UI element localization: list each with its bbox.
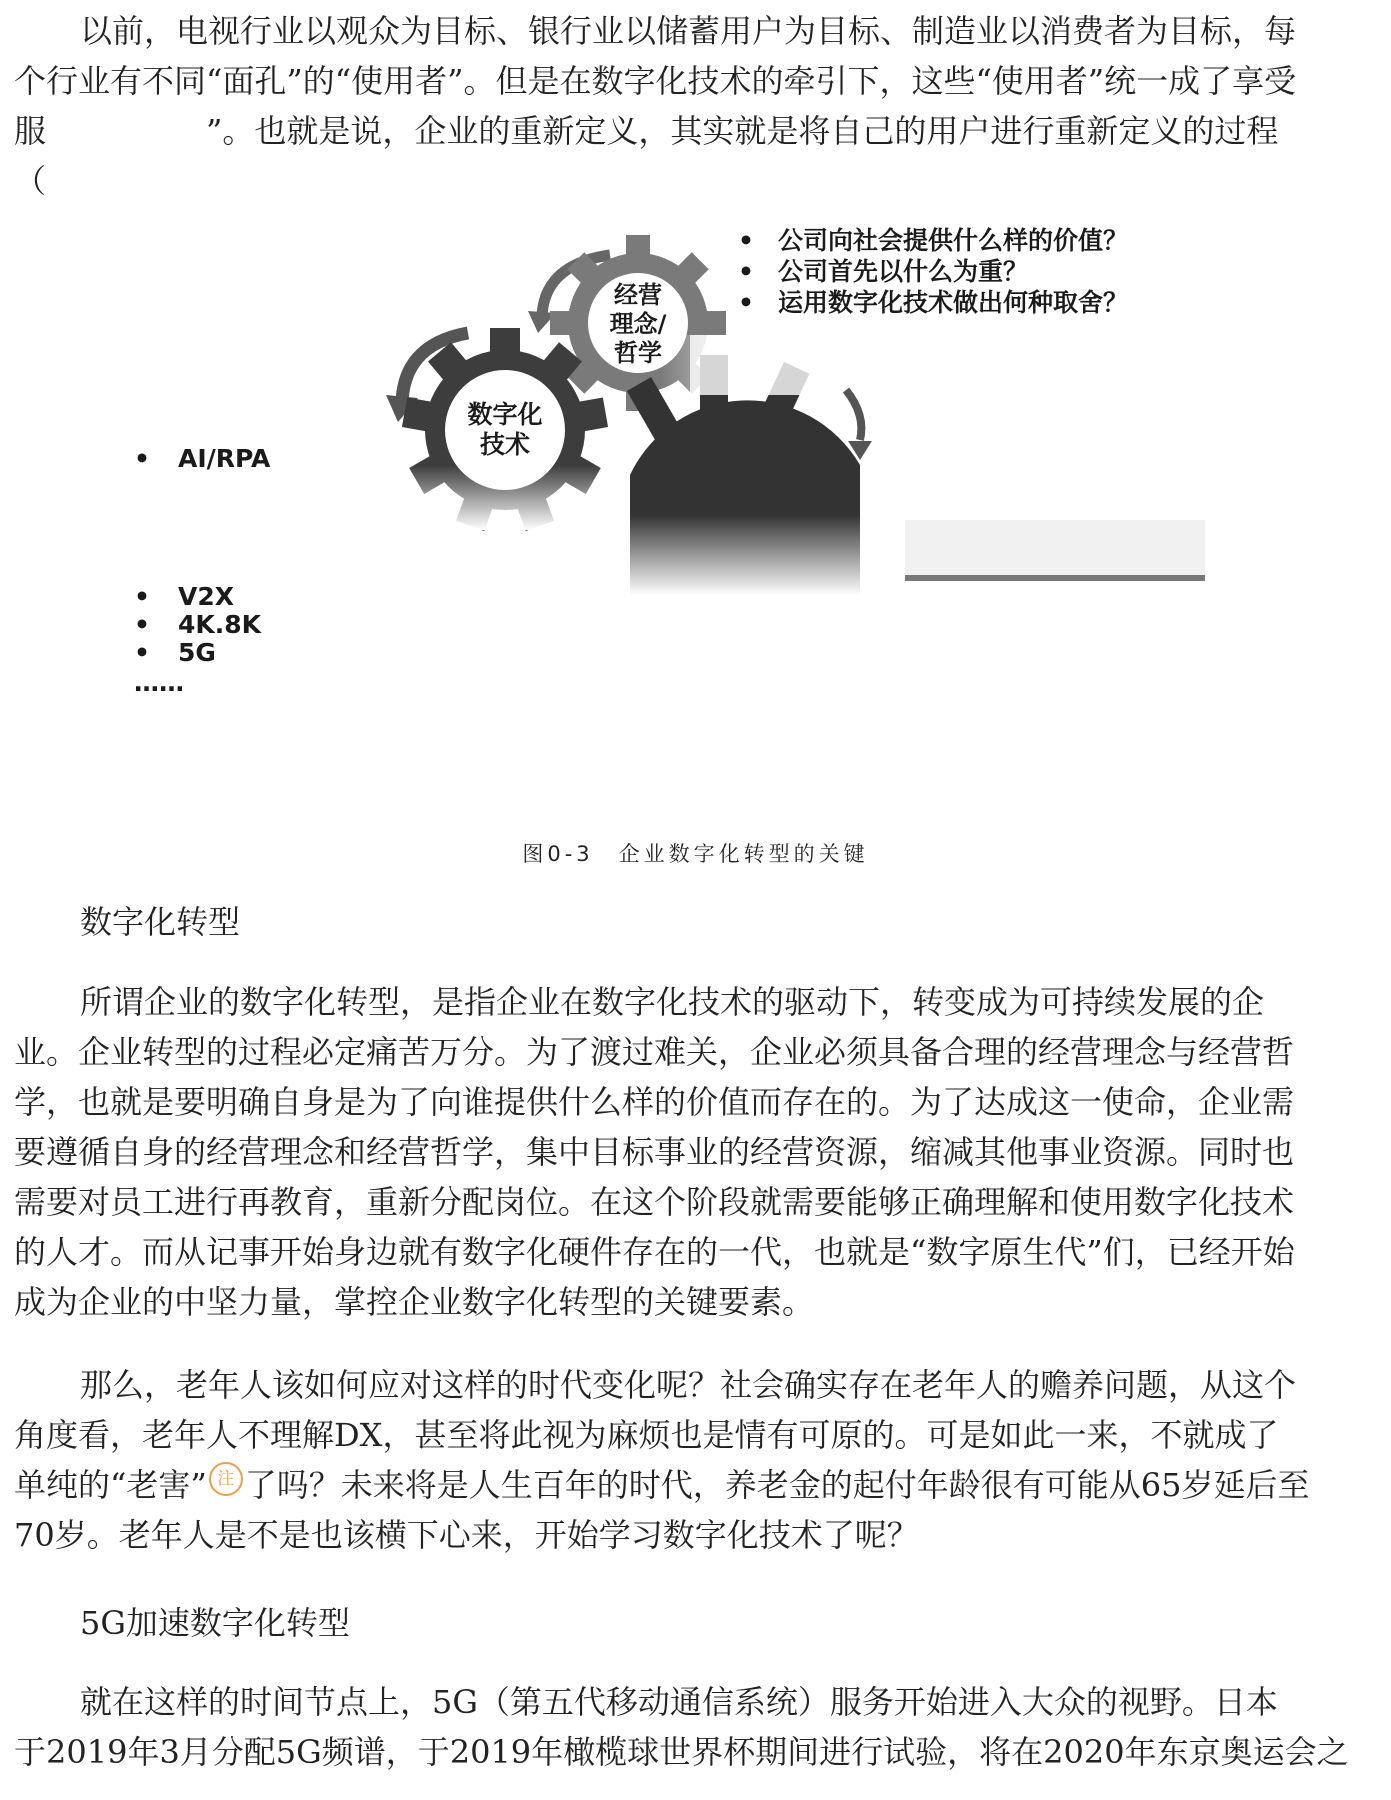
left-bullet-list [134, 444, 271, 697]
left-ellipsis: …… [134, 668, 184, 697]
s1p2-line-4: 70岁。老年人是不是也该横下心来，开始学习数字化技术了呢？ [14, 1516, 919, 1554]
s2-line-1: 就在这样的时间节点上，5G（第五代移动通信系统）服务开始进入大众的视野。日本 [80, 1683, 1278, 1721]
section2-paragraph [14, 1677, 1376, 1777]
mid-gear-label-1: 数字化 [467, 400, 543, 429]
top-bullet-3: 运用数字化技术做出何种取舍？ [778, 288, 1129, 317]
s1p1-line-4: 要遵循自身的经营理念和经营哲学，集中目标事业的经营资源，缩减其他事业资源。同时也 [14, 1133, 1295, 1171]
top-bullet-3-marker: • [738, 288, 754, 317]
left-bullet-v2x-marker: • [134, 582, 150, 611]
s1p2-line-3-start: 单纯的“老害” [14, 1466, 207, 1504]
small-gear-label [610, 281, 667, 367]
small-gear-label-3: 哲学 [614, 339, 662, 367]
left-bullet-4k: 4K.8K [178, 610, 262, 639]
intro-line-2: 个行业有不同“面孔”的“使用者”。但是在数字化技术的牵引下，这些“使用者”统一成了享受 [14, 62, 1297, 100]
section1-paragraph-1 [14, 977, 1376, 1327]
s1p1-line-3: 学，也就是要明确自身是为了向谁提供什么样的价值而存在的。为了达成这一使命，企业需 [14, 1083, 1295, 1121]
arrow-large-gear-icon [846, 390, 872, 460]
section1-paragraph-2 [14, 1360, 1376, 1560]
left-bullet-ai-marker: • [134, 444, 150, 473]
s1p2-line-2: 角度看，老年人不理解DX，甚至将此视为麻烦也是情有可原的。可是如此一来，不就成了 [14, 1416, 1279, 1454]
small-gear-label-2: 理念/ [609, 310, 667, 338]
mid-gear-label-2: 技术 [479, 430, 531, 459]
top-bullet-1: 公司向社会提供什么样的价值？ [778, 226, 1129, 255]
top-bullet-1-marker: • [738, 226, 754, 255]
figure-caption: 图0-3 企业数字化转型的关键 [522, 842, 869, 866]
figure-digital-transformation [0, 215, 1391, 815]
left-bullet-4k-marker: • [134, 610, 150, 639]
intro-line-3 [14, 106, 1376, 156]
intro-line-1: 以前，电视行业以观众为目标、银行业以储蓄用户为目标、制造业以消费者为目标，每 [80, 12, 1297, 50]
left-bullet-5g-marker: • [134, 638, 150, 667]
intro-line-3-end: ”。也就是说，企业的重新定义，其实就是将自己的用户进行重新定义的过程 [206, 112, 1279, 150]
s1p1-line-6: 的人才。而从记事开始身边就有数字化硬件存在的一代，也就是“数字原生代”们，已经开始 [14, 1233, 1295, 1271]
s2-line-2: 于2019年3月分配5G频谱，于2019年橄榄球世界杯期间进行试验，将在2020年东京奥运会之 [14, 1733, 1349, 1771]
left-bullet-ai: AI/RPA [178, 444, 271, 473]
s1p2-line-3 [14, 1460, 1376, 1510]
left-bullet-v2x: V2X [178, 582, 235, 611]
top-bullet-2-marker: • [738, 257, 754, 286]
top-bullet-2: 公司首先以什么为重？ [778, 257, 1029, 286]
left-bullet-5g: 5G [178, 638, 216, 667]
s1p1-line-1: 所谓企业的数字化转型，是指企业在数字化技术的驱动下，转变成为可持续发展的企 [80, 983, 1265, 1021]
s1p2-line-1: 那么，老年人该如何应对这样的时代变化呢？社会确实存在老年人的赡养问题，从这个 [80, 1366, 1297, 1404]
footnote-marker[interactable]: 注 [209, 1462, 243, 1496]
s1p2-line-3-end: 了吗？未来将是人生百年的时代，养老金的起付年龄很有可能从65岁延后至 [244, 1466, 1310, 1504]
section-heading-5g: 5G加速数字化转型 [80, 1604, 350, 1642]
obscured-strip [905, 520, 1205, 581]
top-bullet-list [738, 226, 1128, 317]
small-gear-label-1: 经营 [614, 281, 662, 309]
intro-line-4: （ [14, 162, 47, 200]
s1p1-line-2: 业。企业转型的过程必定痛苦万分。为了渡过难关，企业必须具备合理的经营理念与经营哲 [14, 1033, 1295, 1071]
gears-diagram [0, 215, 1391, 815]
s1p1-line-5: 需要对员工进行再教育，重新分配岗位。在这个阶段就需要能够正确理解和使用数字化技术 [14, 1183, 1295, 1221]
intro-line-3-start: 服 [14, 112, 47, 150]
section-heading-digital-transformation: 数字化转型 [80, 903, 241, 941]
s1p1-line-7: 成为企业的中坚力量，掌控企业数字化转型的关键要素。 [14, 1283, 815, 1321]
intro-paragraph [14, 6, 1376, 206]
